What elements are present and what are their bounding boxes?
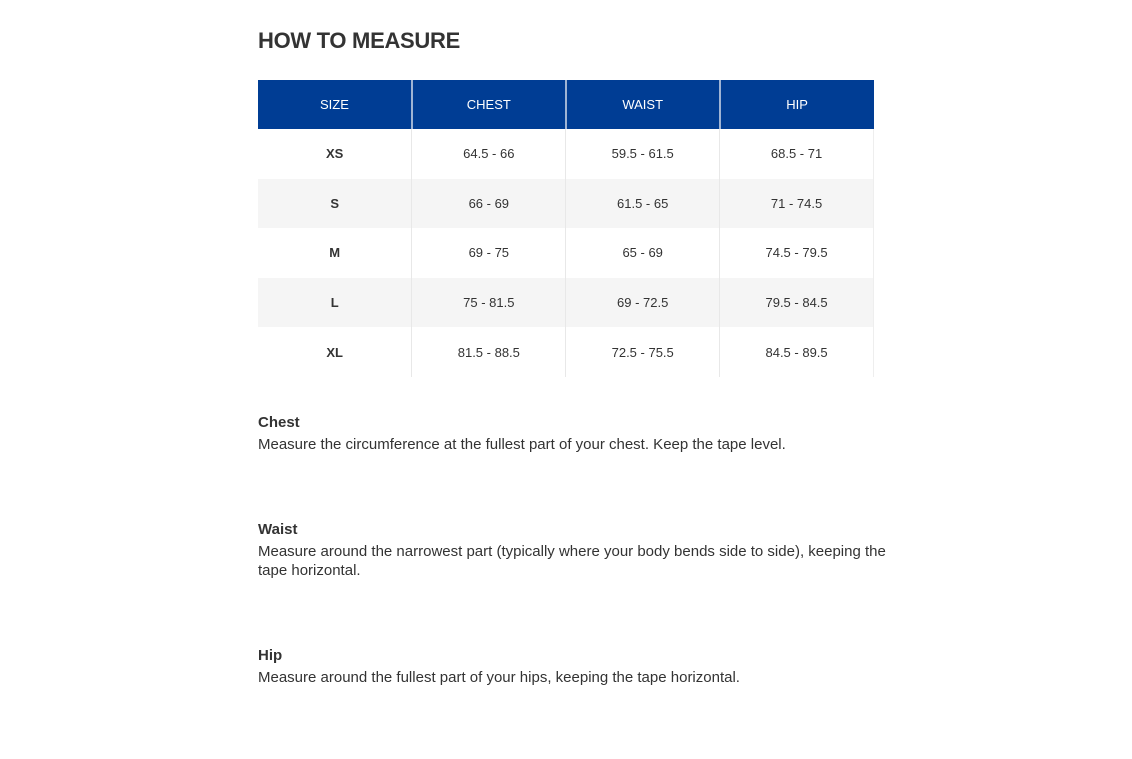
size-cell: XL <box>258 327 412 377</box>
waist-section <box>258 521 898 580</box>
waist-cell: 59.5 - 61.5 <box>566 129 720 179</box>
chest-cell: 66 - 69 <box>412 179 566 229</box>
table-row <box>258 327 874 377</box>
table-row <box>258 278 874 328</box>
size-chart-table <box>258 80 874 377</box>
hip-cell: 71 - 74.5 <box>720 179 874 229</box>
chest-heading: Chest <box>258 414 300 431</box>
hip-cell: 74.5 - 79.5 <box>720 228 874 278</box>
table-row <box>258 228 874 278</box>
hip-cell: 79.5 - 84.5 <box>720 278 874 328</box>
hip-heading: Hip <box>258 647 283 664</box>
table-row <box>258 129 874 179</box>
waist-cell: 61.5 - 65 <box>566 179 720 229</box>
waist-heading: Waist <box>258 521 298 538</box>
waist-cell: 72.5 - 75.5 <box>566 327 720 377</box>
size-cell: XS <box>258 129 412 179</box>
chest-cell: 69 - 75 <box>412 228 566 278</box>
header-waist: WAIST <box>566 80 720 129</box>
chest-section <box>258 414 898 454</box>
waist-cell: 69 - 72.5 <box>566 278 720 328</box>
chest-cell: 75 - 81.5 <box>412 278 566 328</box>
header-chest: CHEST <box>412 80 566 129</box>
waist-description: Measure around the narrowest part (typically where your body bends side to side), keeping the tape horizontal. <box>258 543 886 579</box>
chest-cell: 64.5 - 66 <box>412 129 566 179</box>
waist-cell: 65 - 69 <box>566 228 720 278</box>
size-cell: L <box>258 278 412 328</box>
hip-section <box>258 647 898 687</box>
table-row <box>258 179 874 229</box>
hip-cell: 68.5 - 71 <box>720 129 874 179</box>
page-title: HOW TO MEASURE <box>258 28 460 53</box>
chest-description: Measure the circumference at the fullest part of your chest. Keep the tape level. <box>258 436 786 453</box>
header-size: SIZE <box>258 80 412 129</box>
size-cell: S <box>258 179 412 229</box>
table-header-row <box>258 80 874 129</box>
header-hip: HIP <box>720 80 874 129</box>
hip-cell: 84.5 - 89.5 <box>720 327 874 377</box>
hip-description: Measure around the fullest part of your hips, keeping the tape horizontal. <box>258 669 740 686</box>
chest-cell: 81.5 - 88.5 <box>412 327 566 377</box>
size-cell: M <box>258 228 412 278</box>
